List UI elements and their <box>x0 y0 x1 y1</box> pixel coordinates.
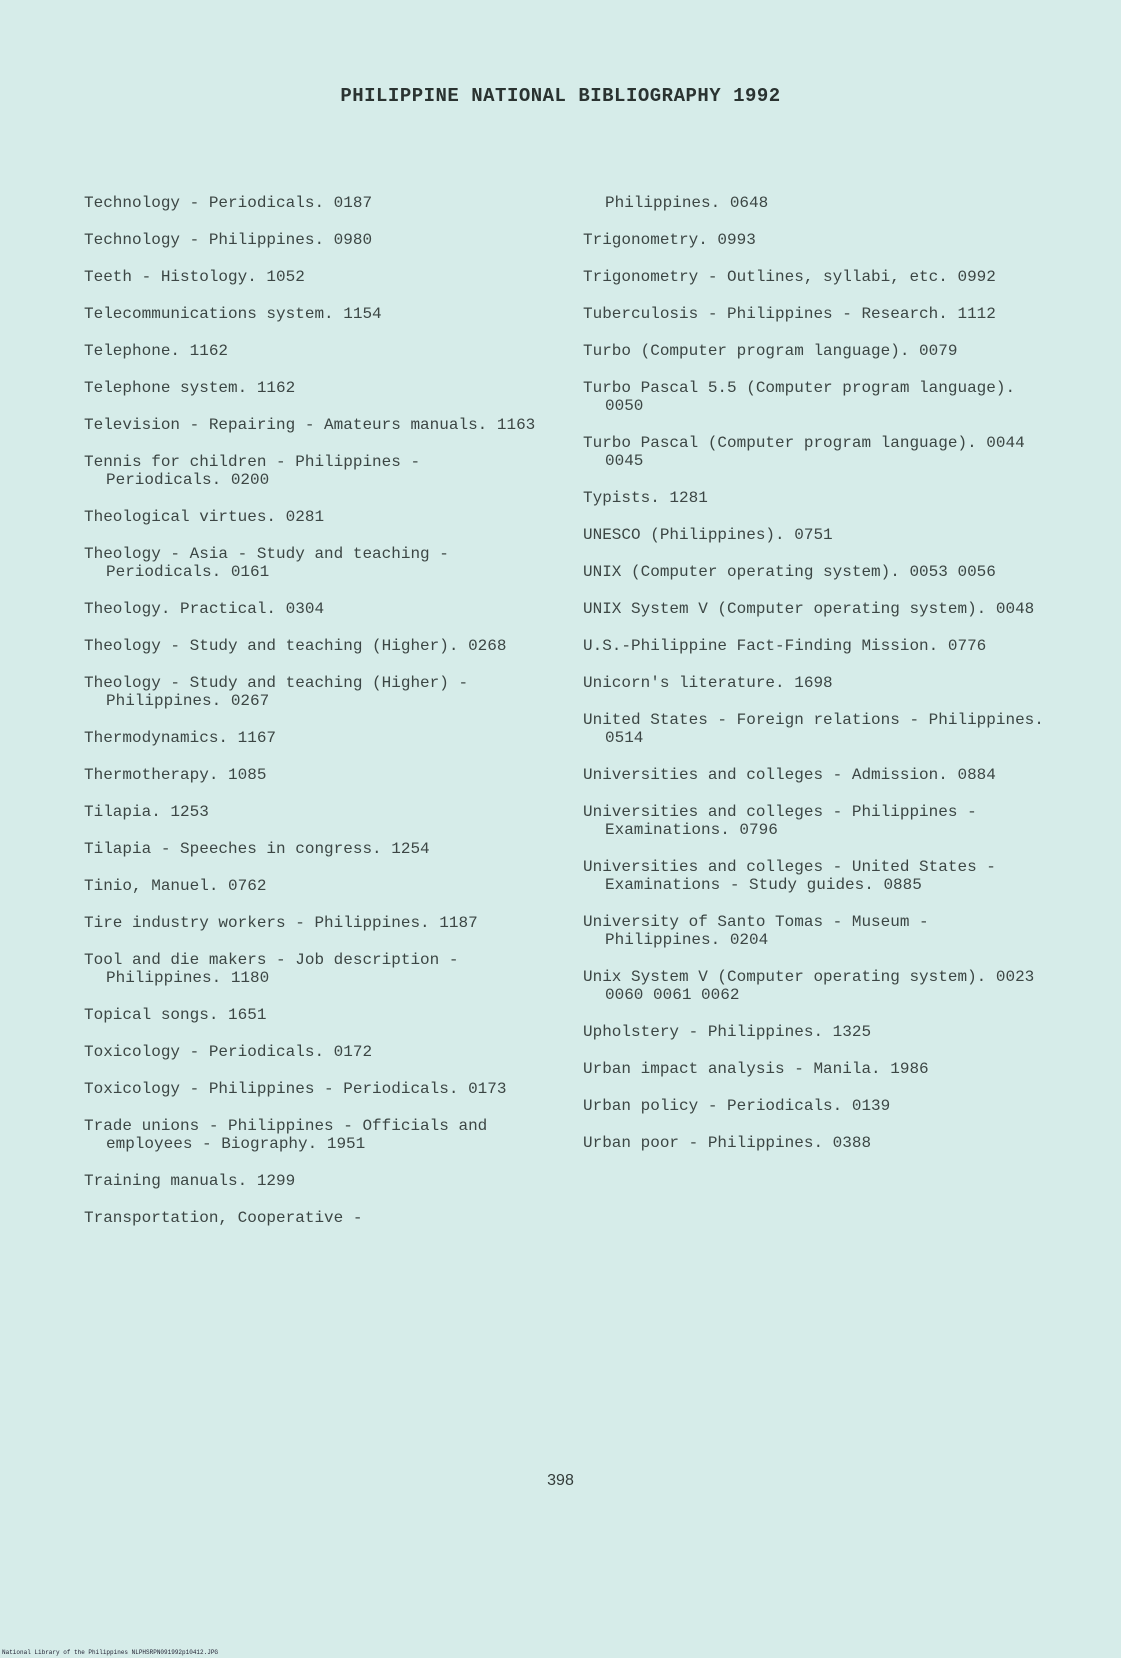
index-entry: Thermotherapy. 1085 <box>84 766 267 784</box>
index-entry: Theology - Study and teaching (Higher) - Philippines. 0267 <box>84 674 478 710</box>
index-entry: Technology - Periodicals. 0187 <box>84 194 373 212</box>
index-entry: Universities and colleges - United States - Examinations - Study guides. 0885 <box>583 858 1006 894</box>
index-entry: Turbo (Computer program language). 0079 <box>583 342 958 360</box>
index-entry: Technology - Philippines. 0980 <box>84 231 373 249</box>
index-entry: Tennis for children - Philippines - Periodicals. 0200 <box>84 453 430 489</box>
page-number: 398 <box>547 1472 574 1489</box>
index-entry: Teeth - Histology. 1052 <box>84 268 305 286</box>
index-entry: Trigonometry - Outlines, syllabi, etc. 0992 <box>583 268 996 286</box>
index-entry: Telephone. 1162 <box>84 342 229 360</box>
index-entry: Thermodynamics. 1167 <box>84 729 277 747</box>
index-entry: Theological virtues. 0281 <box>84 508 325 526</box>
left-column <box>84 194 544 1246</box>
footer-credit: National Library of the Philippines NLPHSRPN091992p10412.JPG <box>2 1649 219 1656</box>
index-entry: Unix System V (Computer operating system). 0023 0060 0061 0062 <box>583 968 1044 1004</box>
index-entry: U.S.-Philippine Fact-Finding Mission. 0776 <box>583 637 987 655</box>
index-entry: Telecommunications system. 1154 <box>84 305 382 323</box>
page-title: PHILIPPINE NATIONAL BIBLIOGRAPHY 1992 <box>340 85 781 107</box>
index-entry: Toxicology - Periodicals. 0172 <box>84 1043 373 1061</box>
index-entry: Universities and colleges - Admission. 0884 <box>583 766 996 784</box>
index-entry: Training manuals. 1299 <box>84 1172 296 1190</box>
index-entry: Toxicology - Philippines - Periodicals. 0173 <box>84 1080 507 1098</box>
index-entry: Tire industry workers - Philippines. 1187 <box>84 914 478 932</box>
index-entry: Typists. 1281 <box>583 489 708 507</box>
right-column <box>583 194 1053 1171</box>
index-entry: Transportation, Cooperative - <box>84 1209 363 1227</box>
index-entry: UNESCO (Philippines). 0751 <box>583 526 833 544</box>
index-entry: Upholstery - Philippines. 1325 <box>583 1023 872 1041</box>
index-entry: University of Santo Tomas - Museum - Philippines. 0204 <box>583 913 939 949</box>
index-entry-continuation: Philippines. 0648 <box>605 194 769 212</box>
index-entry: Theology - Study and teaching (Higher). 0268 <box>84 637 507 655</box>
index-entry: Theology - Asia - Study and teaching - Periodicals. 0161 <box>84 545 459 581</box>
index-entry: Urban policy - Periodicals. 0139 <box>583 1097 891 1115</box>
index-entry: Television - Repairing - Amateurs manuals. 1163 <box>84 416 536 434</box>
index-entry: Tinio, Manuel. 0762 <box>84 877 267 895</box>
index-entry: Unicorn's literature. 1698 <box>583 674 833 692</box>
index-entry: Tilapia - Speeches in congress. 1254 <box>84 840 430 858</box>
index-entry: Urban poor - Philippines. 0388 <box>583 1134 872 1152</box>
index-entry: Turbo Pascal 5.5 (Computer program language). 0050 <box>583 379 1025 415</box>
index-entry: Urban impact analysis - Manila. 1986 <box>583 1060 929 1078</box>
index-entry: Universities and colleges - Philippines - Examinations. 0796 <box>583 803 987 839</box>
index-entry: Tuberculosis - Philippines - Research. 1112 <box>583 305 996 323</box>
index-entry: Theology. Practical. 0304 <box>84 600 325 618</box>
index-entry: UNIX System V (Computer operating system). 0048 <box>583 600 1035 618</box>
index-entry: Tool and die makers - Job description - Philippines. 1180 <box>84 951 469 987</box>
index-entry: Turbo Pascal (Computer program language). 0044 0045 <box>583 434 1035 470</box>
index-entry: UNIX (Computer operating system). 0053 0056 <box>583 563 996 581</box>
index-entry: United States - Foreign relations - Philippines. 0514 <box>583 711 1054 747</box>
index-entry: Topical songs. 1651 <box>84 1006 267 1024</box>
index-entry: Trigonometry. 0993 <box>583 231 756 249</box>
index-entry: Telephone system. 1162 <box>84 379 296 397</box>
index-entry: Trade unions - Philippines - Officials and employees - Biography. 1951 <box>84 1117 497 1153</box>
index-entry: Tilapia. 1253 <box>84 803 209 821</box>
